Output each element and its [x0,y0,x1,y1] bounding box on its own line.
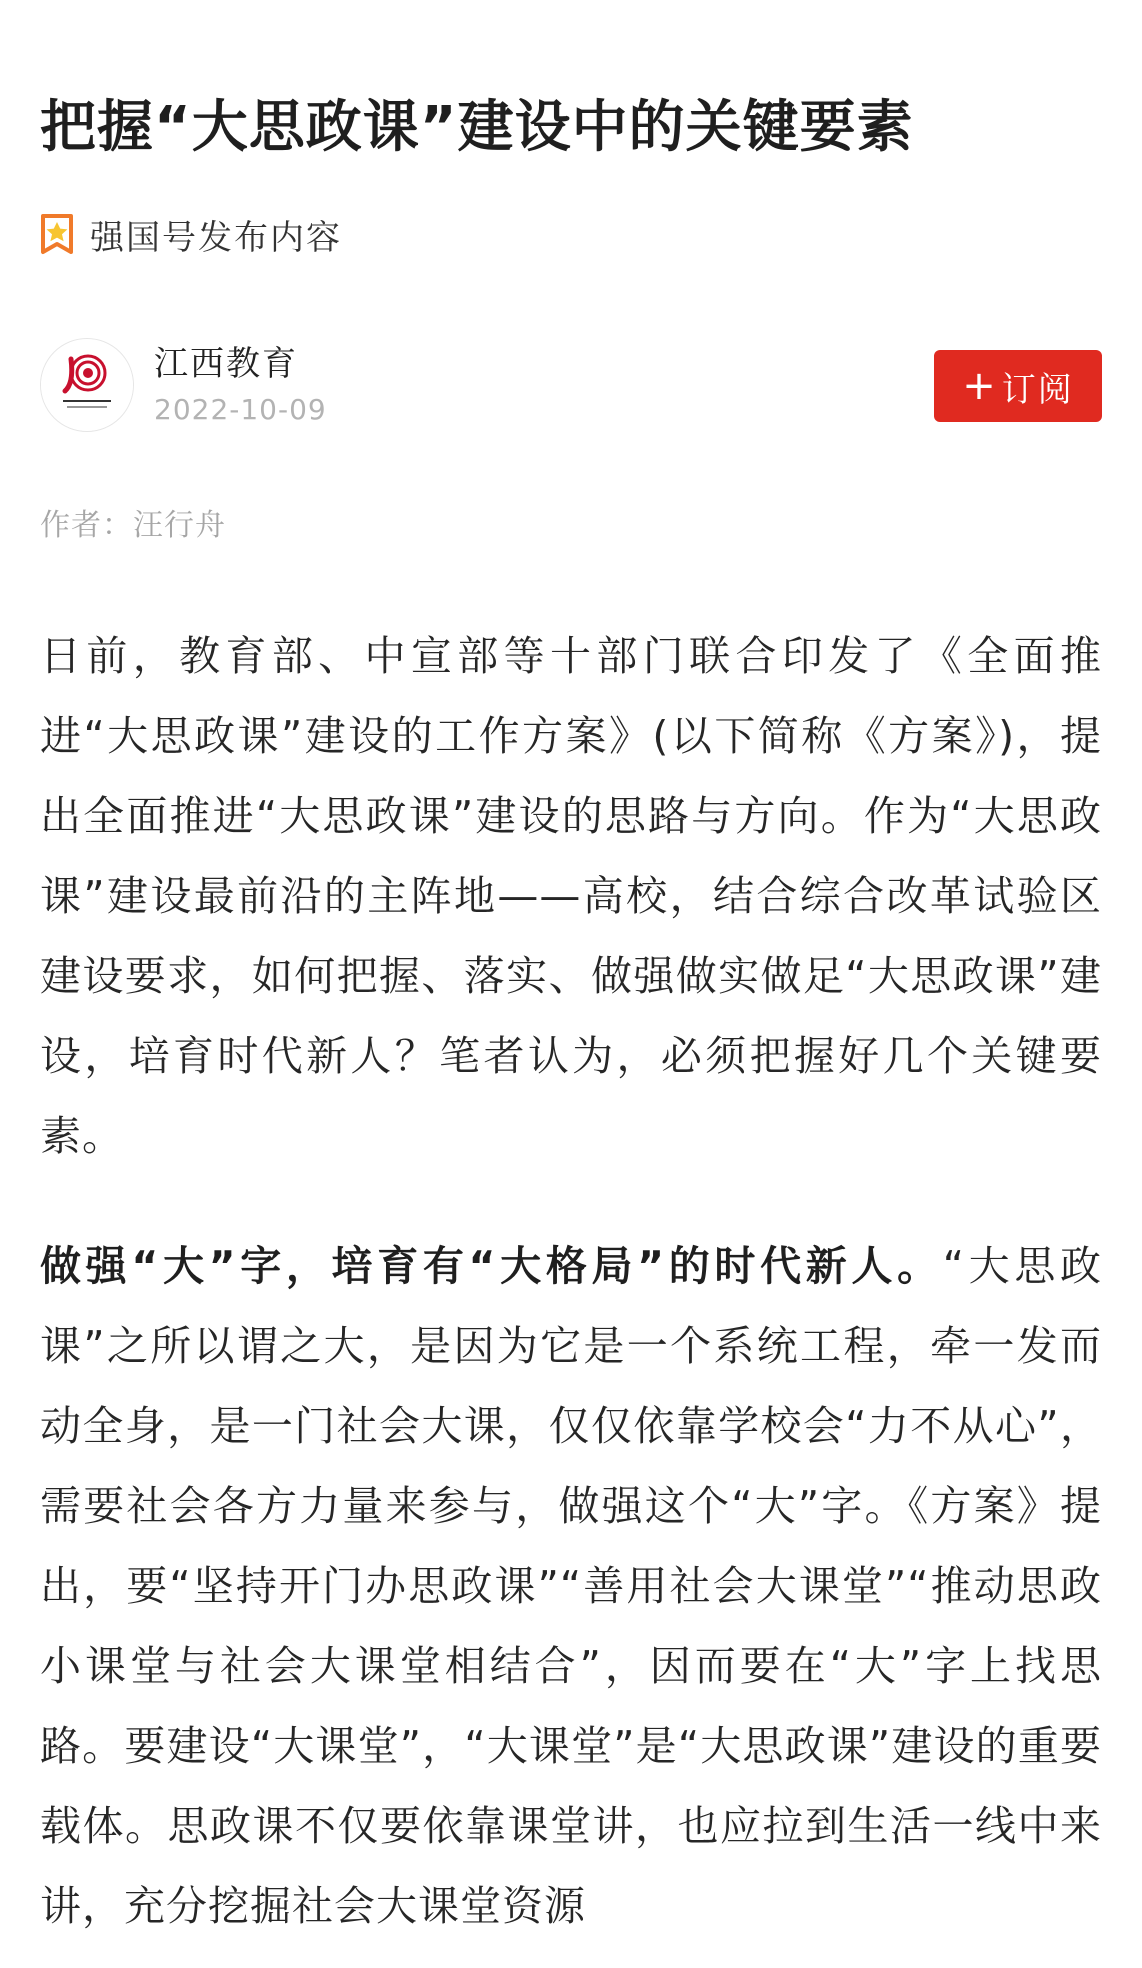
paragraph-text: “大思政课”之所以谓之大，是因为它是一个系统工程，牵一发而动全身，是一门社会大课，仅仅依靠学校会“力不从心”，需要社会各方力量来参与，做强这个“大”字。《方案》提出，要“坚持开门办思政课”“善用社会大课堂”“推动思政小课堂与社会大课堂相结合”，因而要在“大”字上找思路。要建设“大课堂”，“大课堂”是“大思政课”建设的重要载体。思政课不仅要依靠课堂讲，也应拉到生活一线中来讲，充分挖掘社会大课堂资源 [40,1242,1102,1930]
source-badge [40,208,342,260]
paragraph-lead: 做强“大”字，培育有“大格局”的时代新人。 [40,1242,943,1290]
author-byline: 作者：汪行舟 [40,508,226,543]
article-paragraph [40,1226,1102,1946]
subscribe-label: 订阅 [1001,369,1074,410]
paragraph-text: 日前，教育部、中宣部等十部门联合印发了《全面推进“大思政课”建设的工作方案》(以下简称《方案》)，提出全面推进“大思政课”建设的思路与方向。作为“大思政课”建设最前沿的主阵地——高校，结合综合改革试验区建设要求，如何把握、落实、做强做实做足“大思政课”建设，培育时代新人？笔者认为，必须把握好几个关键要素。 [40,632,1102,1160]
article-paragraph [40,616,1102,1176]
star-bookmark-icon [40,213,74,255]
source-label: 强国号发布内容 [90,217,342,258]
channel-info [40,336,1102,436]
channel-avatar[interactable] [40,338,134,432]
channel-name[interactable]: 江西教育 [154,344,298,384]
article-title: 把握“大思政课”建设中的关键要素 [40,95,914,160]
subscribe-button[interactable] [934,350,1102,422]
plus-icon: + [962,363,998,409]
publish-date: 2022-10-09 [154,393,327,426]
